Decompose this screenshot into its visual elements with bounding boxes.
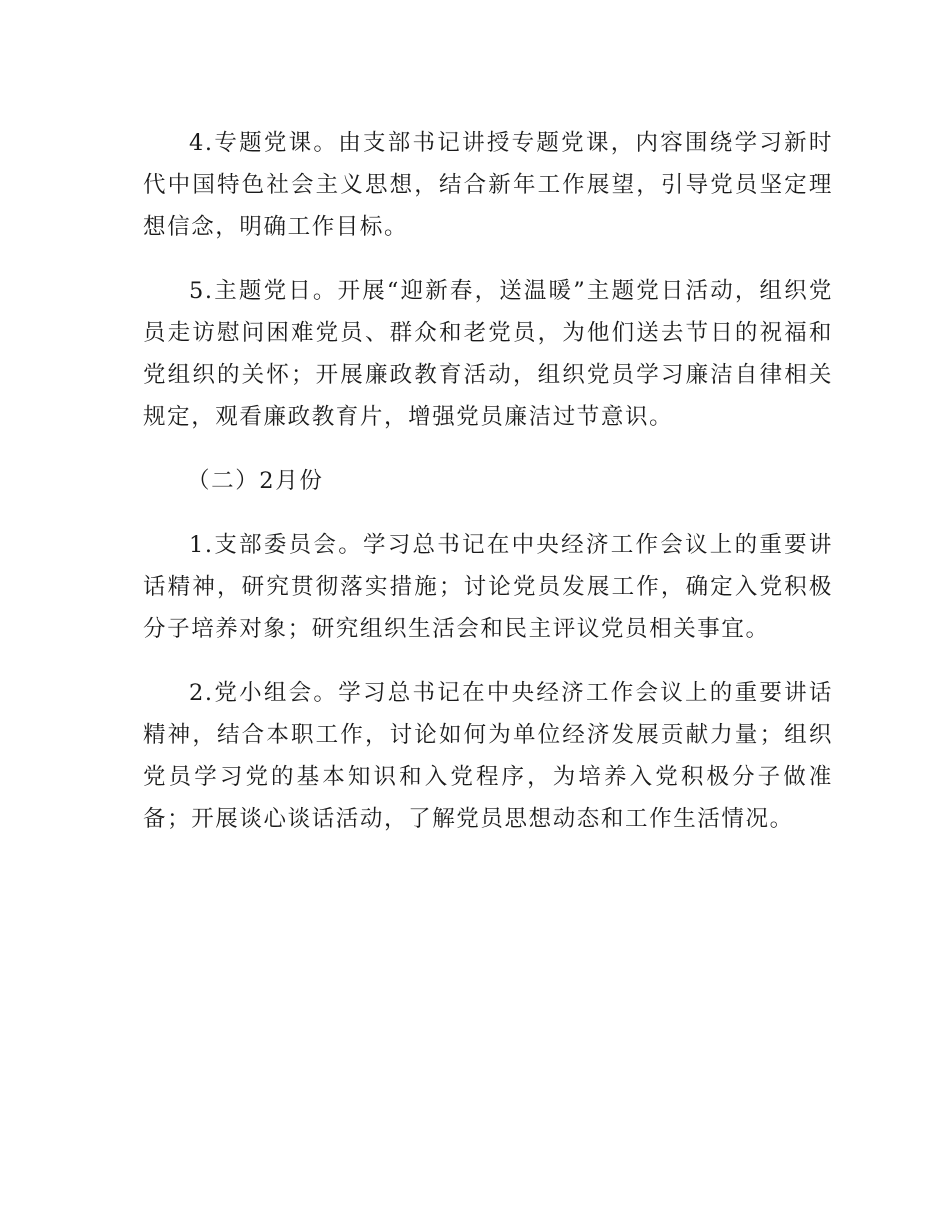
paragraph-theme-party-day: 5.主题党日。开展“迎新春，送温暖”主题党日活动，组织党员走访慰问困难党员、群众和老党员，为他们送去节日的祝福和党组织的关怀；开展廉政教育活动，组织党员学习廉洁自律相关规定，观看廉政教育片，增强党员廉洁过节意识。: [143, 278, 833, 430]
paragraph-branch-committee: 1.支部委员会。学习总书记在中央经济工作会议上的重要讲话精神，研究贯彻落实措施；讨论党员发展工作，确定入党积极分子培养对象；研究组织生活会和民主评议党员相关事宜。: [143, 532, 833, 642]
document-body: [143, 122, 833, 862]
paragraph-special-party-lecture: 4.专题党课。由支部书记讲授专题党课，内容围绕学习新时代中国特色社会主义思想，结合新年工作展望，引导党员坚定理想信念，明确工作目标。: [143, 130, 833, 240]
section-heading-february: （二）2月份: [187, 468, 324, 494]
paragraph-party-group-meeting: 2.党小组会。学习总书记在中央经济工作会议上的重要讲话精神，结合本职工作，讨论如何为单位经济发展贡献力量；组织党员学习党的基本知识和入党程序，为培养入党积极分子做准备；开展谈心谈话活动，了解党员思想动态和工作生活情况。: [143, 680, 833, 832]
